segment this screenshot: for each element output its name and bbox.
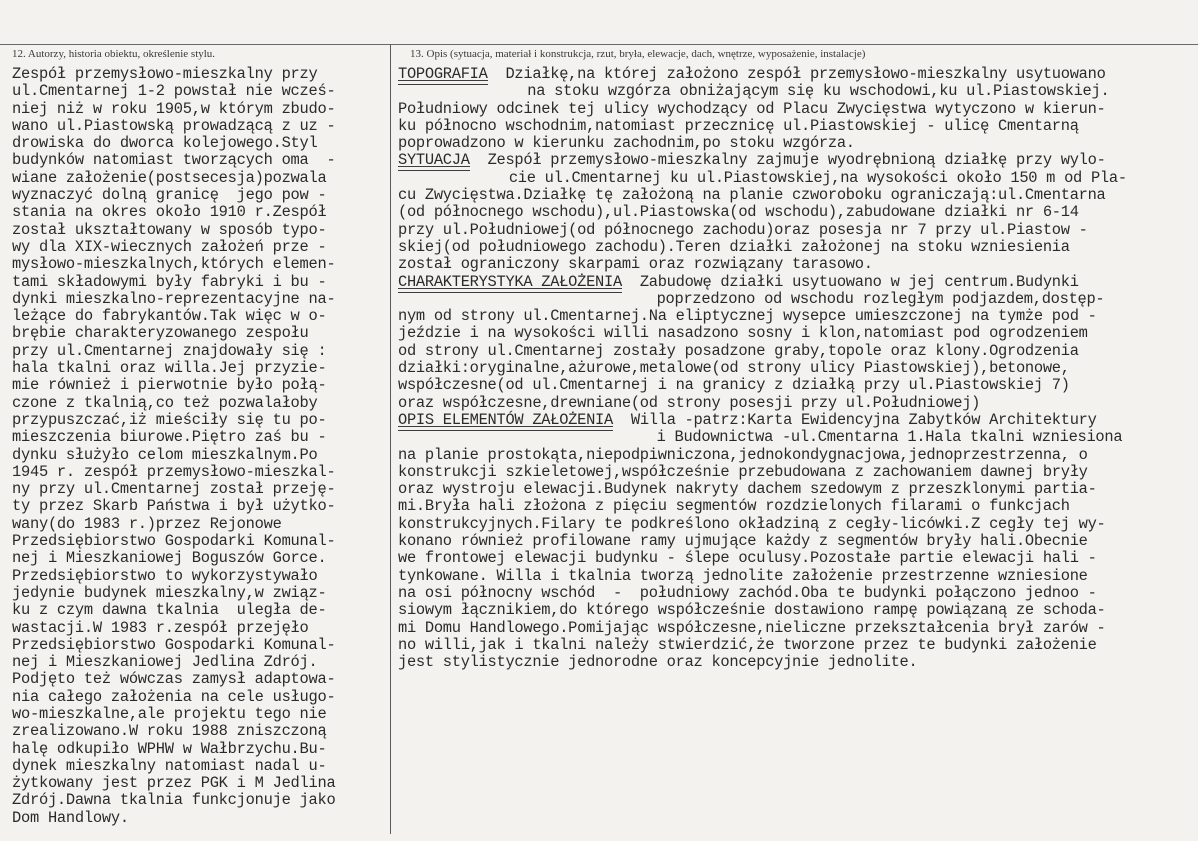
- text-line: [398, 135, 1188, 152]
- line-text: działki:oryginalne,ażurowe,metalowe(od strony ulicy Piastowskiej),betonowe,: [398, 359, 1070, 378]
- line-text: konstrukcji szkieletowej,współcześnie przebudowana z zachowaniem dawnej bryły: [398, 462, 1088, 481]
- text-line: nia całego założenia na cele usługo-: [12, 687, 336, 706]
- text-line: [398, 170, 1188, 187]
- text-line: dynki mieszkalno-reprezentacyjne na-: [12, 289, 336, 308]
- text-line: budynków natomiast tworzących oma -: [12, 151, 336, 170]
- text-line: tami składowymi były fabryki i bu -: [12, 272, 327, 291]
- text-line: został ukształtowany w sposób typo-: [12, 220, 327, 239]
- text-line: dynku służyło celom mieszkalnym.Po: [12, 445, 318, 464]
- line-text: we frontowej elewacji budynku - ślepe oculusy.Pozostałe partie elewacji hali -: [398, 549, 1097, 568]
- text-line: zrealizowano.W roku 1988 zniszczoną: [12, 722, 327, 741]
- text-line: wano ul.Piastowską prowadzącą z uz -: [12, 116, 336, 135]
- text-line: wy dla XIX-wiecznych założeń prze -: [12, 237, 327, 256]
- line-text: nym od strony ul.Cmentarnej.Na eliptycznej wysepce umieszczonej na tymże pod -: [398, 307, 1097, 326]
- text-line: [398, 637, 1188, 654]
- line-text: skiej(od południowego zachodu).Teren działki założonej na stoku wzniesienia: [398, 237, 1070, 256]
- text-line: hala tkalni oraz willa.Jej przyzie-: [12, 359, 327, 378]
- right-column-header: 13. Opis (sytuacja, materiał i konstrukcja, rzut, bryła, elewacje, dach, wnętrze, wyposażenie, instalacje): [410, 48, 866, 60]
- text-line: [398, 101, 1188, 118]
- line-text: i Budownictwa -ul.Cmentarna 1.Hala tkalni wzniesiona: [656, 428, 1123, 447]
- text-line: halę odkupiło WPHW w Wałbrzychu.Bu-: [12, 739, 327, 758]
- column-divider: [390, 44, 391, 834]
- text-line: [398, 343, 1188, 360]
- section-heading-label: SYTUACJA: [398, 151, 470, 170]
- text-line: nej i Mieszkaniowej Jedlina Zdrój.: [12, 653, 318, 672]
- text-line: [398, 83, 1188, 100]
- text-line: Dom Handlowy.: [12, 808, 129, 827]
- left-column-header: 12. Autorzy, historia obiektu, określenie stylu.: [12, 48, 216, 60]
- line-text: ku północno wschodnim,natomiast przecznicę ul.Piastowskiej - ulicę Cmentarną: [398, 116, 1079, 135]
- text-line: [398, 274, 1188, 291]
- text-line: stania na okres około 1910 r.Zespół: [12, 203, 327, 222]
- section-heading-label: TOPOGRAFIA: [398, 65, 488, 83]
- text-line: wiane założenie(postsecesja)pozwala: [12, 168, 327, 187]
- section-heading: [398, 152, 470, 169]
- line-text: oraz wystroju elewacji.Budynek nakryty dachem szedowym z przeszklonymi partia-: [398, 480, 1097, 499]
- description-text-column: [398, 66, 1188, 671]
- history-text-column: [12, 66, 384, 827]
- text-line: [398, 620, 1188, 637]
- text-line: jedynie budynek mieszkalny,w związ-: [12, 583, 327, 602]
- text-line: [398, 152, 1188, 169]
- text-line: [398, 256, 1188, 273]
- line-text: przy ul.Południowej(od północnego zachodu)oraz posesja nr 7 przy ul.Piastow -: [398, 220, 1088, 239]
- text-line: [398, 395, 1188, 412]
- text-line: niej niż w roku 1905,w którym zbudo-: [12, 99, 336, 118]
- line-text: tynkowane. Willa i tkalnia tworzą jednolite założenie przestrzenne wzniesione: [398, 566, 1088, 585]
- text-line: [398, 222, 1188, 239]
- text-line: drowiska do dworca kolejowego.Styl: [12, 134, 318, 153]
- line-text: na stoku wzgórza obniżającym się ku wschodowi,ku ul.Piastowskiej.: [527, 82, 1110, 101]
- text-line: Podjęto też wówczas zamysł adaptowa-: [12, 670, 336, 689]
- text-line: mieszczenia biurowe.Piętro zaś bu -: [12, 428, 327, 447]
- text-line: Przedsiębiorstwo to wykorzystywało: [12, 566, 318, 585]
- text-line: [398, 516, 1188, 533]
- line-text: poprowadzono w kierunku zachodnim,po stoku wzgórza.: [398, 134, 855, 153]
- line-text: jest stylistycznie jednorodne oraz koncepcyjnie jednolite.: [398, 653, 918, 672]
- text-line: wany(do 1983 r.)przez Rejonowe: [12, 514, 282, 533]
- line-text: cie ul.Cmentarnej ku ul.Piastowskiej,na wysokości około 150 m od Pla-: [508, 168, 1127, 187]
- text-line: [398, 66, 1188, 83]
- text-line: ty przez Skarb Państwa i był użytko-: [12, 497, 336, 516]
- text-line: ul.Cmentarnej 1-2 powstał nie wcześ-: [12, 82, 336, 101]
- line-text: został ograniczony skarpami oraz rozwiązany tarasowo.: [398, 255, 873, 274]
- text-line: [398, 308, 1188, 325]
- section-heading: [398, 412, 613, 429]
- text-line: [398, 585, 1188, 602]
- text-line: [398, 550, 1188, 567]
- text-line: [398, 602, 1188, 619]
- text-line: mie również i pierwotnie było połą-: [12, 376, 327, 395]
- line-text: konstrukcyjnych.Filary te podkreślono okładziną z cegły-licówki.Z cegły tej wy-: [398, 514, 1106, 533]
- text-line: [398, 481, 1188, 498]
- text-line: ny przy ul.Cmentarnej został przeję-: [12, 480, 336, 499]
- text-line: [398, 118, 1188, 135]
- line-text: siowym łącznikiem,do którego współcześnie dostawiono rampę powiązaną ze schoda-: [398, 601, 1106, 620]
- text-line: Zdrój.Dawna tkalnia funkcjonuje jako: [12, 791, 336, 810]
- line-text: Działkę,na której założono zespół przemysłowo-mieszkalny usytuowano: [487, 65, 1106, 83]
- text-line: wo-mieszkalne,ale projektu tego nie: [12, 704, 327, 723]
- text-line: żytkowany jest przez PGK i M Jedlina: [12, 774, 336, 793]
- text-line: [398, 239, 1188, 256]
- text-line: Przedsiębiorstwo Gospodarki Komunal-: [12, 635, 336, 654]
- line-text: współczesne(od ul.Cmentarnej i na granicy z działką przy ul.Piastowskiej 7): [398, 376, 1070, 395]
- text-line: wastacji.W 1983 r.zespół przejęło: [12, 618, 309, 637]
- line-text: cu Zwycięstwa.Działkę tę założoną na planie czworoboku ograniczają:ul.Cmentarna: [398, 186, 1106, 205]
- text-line: [398, 187, 1188, 204]
- text-line: [398, 325, 1188, 342]
- text-line: leżące do fabrykantów.Tak więc w o-: [12, 307, 327, 326]
- line-text: od strony ul.Cmentarnej zostały posadzone graby,topole oraz klony.Ogrodzenia: [398, 341, 1079, 360]
- line-text: jeździe i na wysokości willi nasadzono sosny i klon,natomiast pod ogrodzeniem: [398, 324, 1088, 343]
- text-line: [398, 360, 1188, 377]
- line-text: mi Domu Handlowego.Pomijając współczesne,nieliczne przekształcenia brył zarów -: [398, 618, 1106, 637]
- line-text: na planie prostokąta,niepodpiwniczona,jednokondygnacjowa,jednoprzestrzenna, o: [398, 445, 1088, 464]
- line-text: no willi,jak i tkalni należy stwierdzić,że tworzone przez te budynki założenie: [398, 635, 1097, 654]
- line-text: na osi północny wschód - południowy zachód.Oba te budynki połączono jednoo -: [398, 583, 1097, 602]
- line-text: konano również profilowane ramy ujmujące każdy z segmentów bryły hali.Obecnie: [398, 532, 1088, 551]
- text-line: nej i Mieszkaniowej Boguszów Gorce.: [12, 549, 327, 568]
- line-text: Zespół przemysłowo-mieszkalny zajmuje wyodrębnioną działkę przy wylo-: [469, 151, 1106, 170]
- header-rule: [0, 44, 1198, 45]
- text-line: [398, 654, 1188, 671]
- text-line: Zespół przemysłowo-mieszkalny przy: [12, 65, 318, 83]
- text-line: [398, 291, 1188, 308]
- text-line: 1945 r. zespół przemysłowo-mieszkal-: [12, 462, 336, 481]
- text-line: [398, 498, 1188, 515]
- text-line: [398, 533, 1188, 550]
- text-line: przy ul.Cmentarnej znajdowały się :: [12, 341, 327, 360]
- text-line: dynek mieszkalny natomiast nadal u-: [12, 756, 327, 775]
- text-line: [398, 464, 1188, 481]
- section-heading-label: OPIS ELEMENTÓW ZAŁOŻENIA: [398, 410, 613, 429]
- text-line: [398, 412, 1188, 429]
- line-text: oraz współczesne,drewniane(od strony posesji przy ul.Południowej): [398, 393, 981, 412]
- line-text: mi.Bryła hali złożona z pięciu segmentów rozdzielonych filarami o funkcjach: [398, 497, 1070, 516]
- line-text: (od północnego wschodu),ul.Piastowska(od wschodu),zabudowane działki nr 6-14: [398, 203, 1079, 222]
- text-line: brębie charakteryzowanego zespołu: [12, 324, 309, 343]
- section-heading-label: CHARAKTERYSTYKA ZAŁOŻENIA: [398, 272, 622, 291]
- section-heading: [398, 66, 488, 83]
- text-line: ku z czym dawna tkalnia uległa de-: [12, 601, 327, 620]
- text-line: przypuszczać,iż mieściły się tu po-: [12, 410, 327, 429]
- section-heading: [398, 274, 622, 291]
- line-text: Zabudowę działki usytuowano w jej centrum.Budynki: [621, 272, 1079, 291]
- line-text: poprzedzono od wschodu rozległym podjazdem,dostęp-: [656, 289, 1105, 308]
- text-line: wyznaczyć dolną granicę jego pow -: [12, 186, 327, 205]
- text-line: [398, 429, 1188, 446]
- text-line: czone z tkalnią,co też pozwalałoby: [12, 393, 318, 412]
- text-line: mysłowo-mieszkalnych,których elemen-: [12, 255, 336, 274]
- line-text: Willa -patrz:Karta Ewidencyjna Zabytków Architektury: [612, 410, 1097, 429]
- text-line: [398, 447, 1188, 464]
- text-line: [398, 377, 1188, 394]
- line-text: Południowy odcinek tej ulicy wychodzący od Placu Zwycięstwa wytyczono w kierun-: [398, 99, 1106, 118]
- text-line: [398, 204, 1188, 221]
- text-line: [398, 568, 1188, 585]
- text-line: Przedsiębiorstwo Gospodarki Komunal-: [12, 532, 336, 551]
